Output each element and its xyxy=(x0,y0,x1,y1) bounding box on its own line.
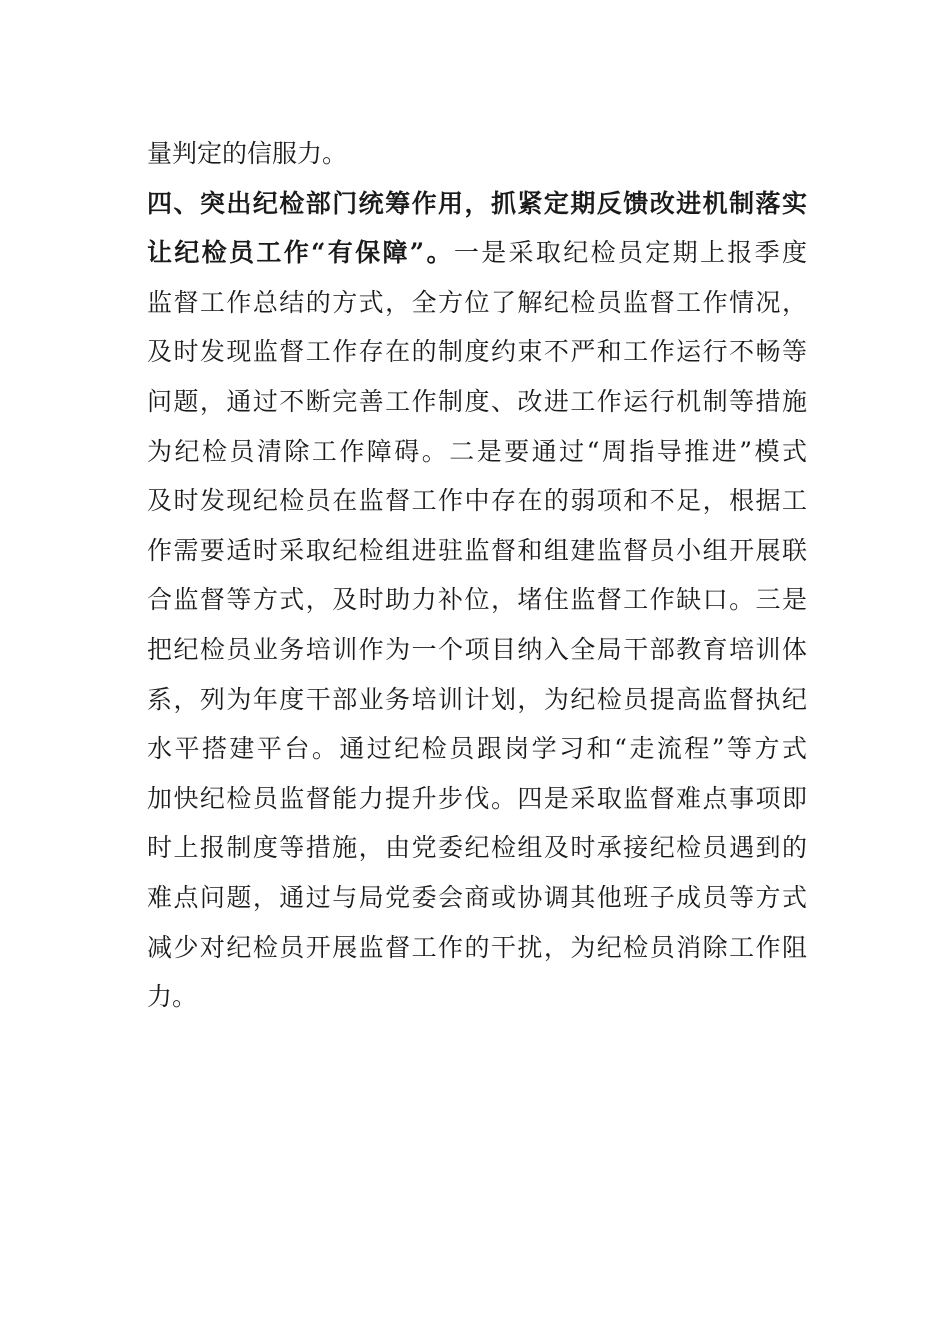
text-line-9: 作需要适时采取纪检组进驻监督和组建监督员小组开展联 xyxy=(147,535,807,565)
text-line-17: 减少对纪检员开展监督工作的干扰，为纪检员消除工作阻 xyxy=(147,932,807,962)
text-line-18: 力。 xyxy=(147,982,198,1012)
text-line-15: 时上报制度等措施，由党委纪检组及时承接纪检员遇到的 xyxy=(147,833,807,863)
text-line-11: 把纪检员业务培训作为一个项目纳入全局干部教育培训体 xyxy=(147,634,807,664)
section-heading-line-1: 四、突出纪检部门统筹作用，抓紧定期反馈改进机制落实 xyxy=(147,188,807,218)
text-line-1: 量判定的信服力。 xyxy=(147,139,348,168)
section-heading-tail: 让纪检员工作“有保障”。 xyxy=(147,238,454,268)
text-line-7: 为纪检员清除工作障碍。二是要通过“周指导推进”模式 xyxy=(147,436,807,466)
document-page xyxy=(147,129,807,1022)
text-line-16: 难点问题，通过与局党委会商或协调其他班子成员等方式 xyxy=(147,882,807,912)
text-line-8: 及时发现纪检员在监督工作中存在的弱项和不足，根据工 xyxy=(147,486,807,516)
text-line-14: 加快纪检员监督能力提升步伐。四是采取监督难点事项即 xyxy=(147,783,807,813)
text-line-13: 水平搭建平台。通过纪检员跟岗学习和“走流程”等方式 xyxy=(147,734,807,764)
text-line-12: 系，列为年度干部业务培训计划，为纪检员提高监督执纪 xyxy=(147,684,807,714)
text-line-6: 问题，通过不断完善工作制度、改进工作运行机制等措施 xyxy=(147,386,807,416)
text-line-5: 及时发现监督工作存在的制度约束不严和工作运行不畅等 xyxy=(147,337,807,367)
paragraph-text-run: 一是采取纪检员定期上报季度 xyxy=(453,238,807,268)
text-line-4: 监督工作总结的方式，全方位了解纪检员监督工作情况， xyxy=(147,287,807,317)
section-heading-line-2 xyxy=(147,228,807,278)
text-line-10: 合监督等方式，及时助力补位，堵住监督工作缺口。三是 xyxy=(147,585,807,615)
